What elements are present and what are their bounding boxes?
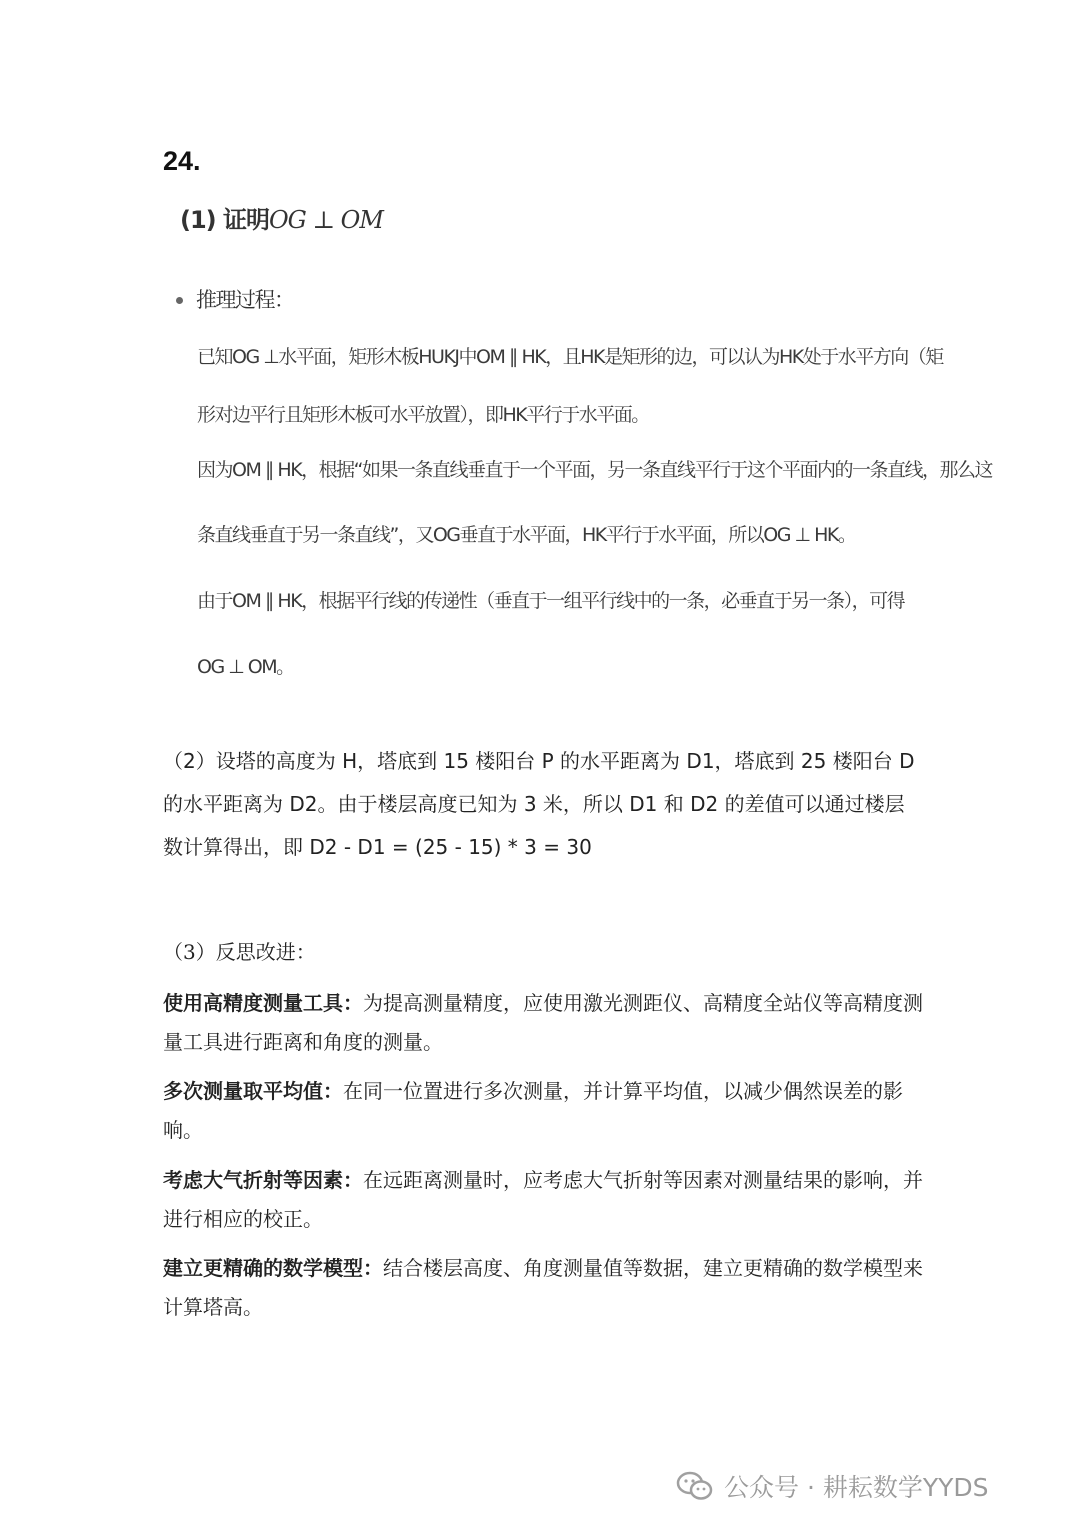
proof-line-5: 由于OM ∥ HK，根据平行线的传递性（垂直于一组平行线中的一条，必垂直于另一条），可得 (197, 590, 905, 612)
improvement-body: 为提高测量精度，应使用激光测距仪、高精度全站仪等高精度测量工具进行距离和角度的测量。 (163, 991, 923, 1054)
question-number: 24. (163, 146, 201, 176)
proof-line-2: 形对边平行且矩形木板可水平放置），即HK平行于水平面。 (197, 404, 649, 426)
part2-paragraph: （2）设塔的高度为 H，塔底到 15 楼阳台 P 的水平距离为 D1，塔底到 25 楼阳台 D 的水平距离为 D2。由于楼层高度已知为 3 米，所以 D1 和 D2 的差值可以通过楼层数计算得出，即 D2 - D1 = (25 - 15) * 3 = 30 (163, 749, 915, 859)
part1-heading-prefix: (1) 证明 (180, 206, 269, 234)
part1-heading (180, 200, 383, 235)
improvement-item (163, 984, 925, 1062)
improvement-title: 考虑大气折射等因素： (163, 1168, 363, 1192)
proof-line-4: 条直线垂直于另一条直线”，又OG垂直于水平面，HK平行于水平面，所以OG ⊥ HK。 (197, 524, 856, 546)
reasoning-label: 推理过程： (196, 288, 294, 312)
improvement-item (163, 1072, 925, 1150)
part1-heading-math: OG ⊥ OM (269, 206, 383, 234)
improvement-body: 在同一位置进行多次测量，并计算平均值，以减少偶然误差的影响。 (163, 1079, 903, 1142)
improvement-body: 在远距离测量时，应考虑大气折射等因素对测量结果的影响，并进行相应的校正。 (163, 1168, 923, 1231)
part3-heading: （3）反思改进： (163, 940, 316, 964)
improvement-item (163, 1249, 925, 1327)
wechat-icon (676, 1470, 714, 1502)
proof-line-1: 已知OG ⊥水平面，矩形木板HUKJ中OM ∥ HK，且HK是矩形的边，可以认为HK处于水平方向（矩 (197, 346, 943, 368)
improvement-title: 多次测量取平均值： (163, 1079, 343, 1103)
footer-text: 公众号 · 耕耘数学YYDS (724, 1473, 989, 1502)
improvement-body: 结合楼层高度、角度测量值等数据，建立更精确的数学模型来计算塔高。 (163, 1256, 923, 1319)
improvement-title: 建立更精确的数学模型： (163, 1256, 383, 1280)
footer-watermark (676, 1466, 989, 1506)
bullet-dot-icon (176, 297, 183, 304)
improvement-title: 使用高精度测量工具： (163, 991, 363, 1015)
improvement-item (163, 1161, 925, 1239)
proof-line-6: OG ⊥ OM。 (197, 656, 294, 678)
proof-line-3: 因为OM ∥ HK，根据“如果一条直线垂直于一个平面，另一条直线平行于这个平面内的一条直线，那么这 (197, 459, 993, 481)
